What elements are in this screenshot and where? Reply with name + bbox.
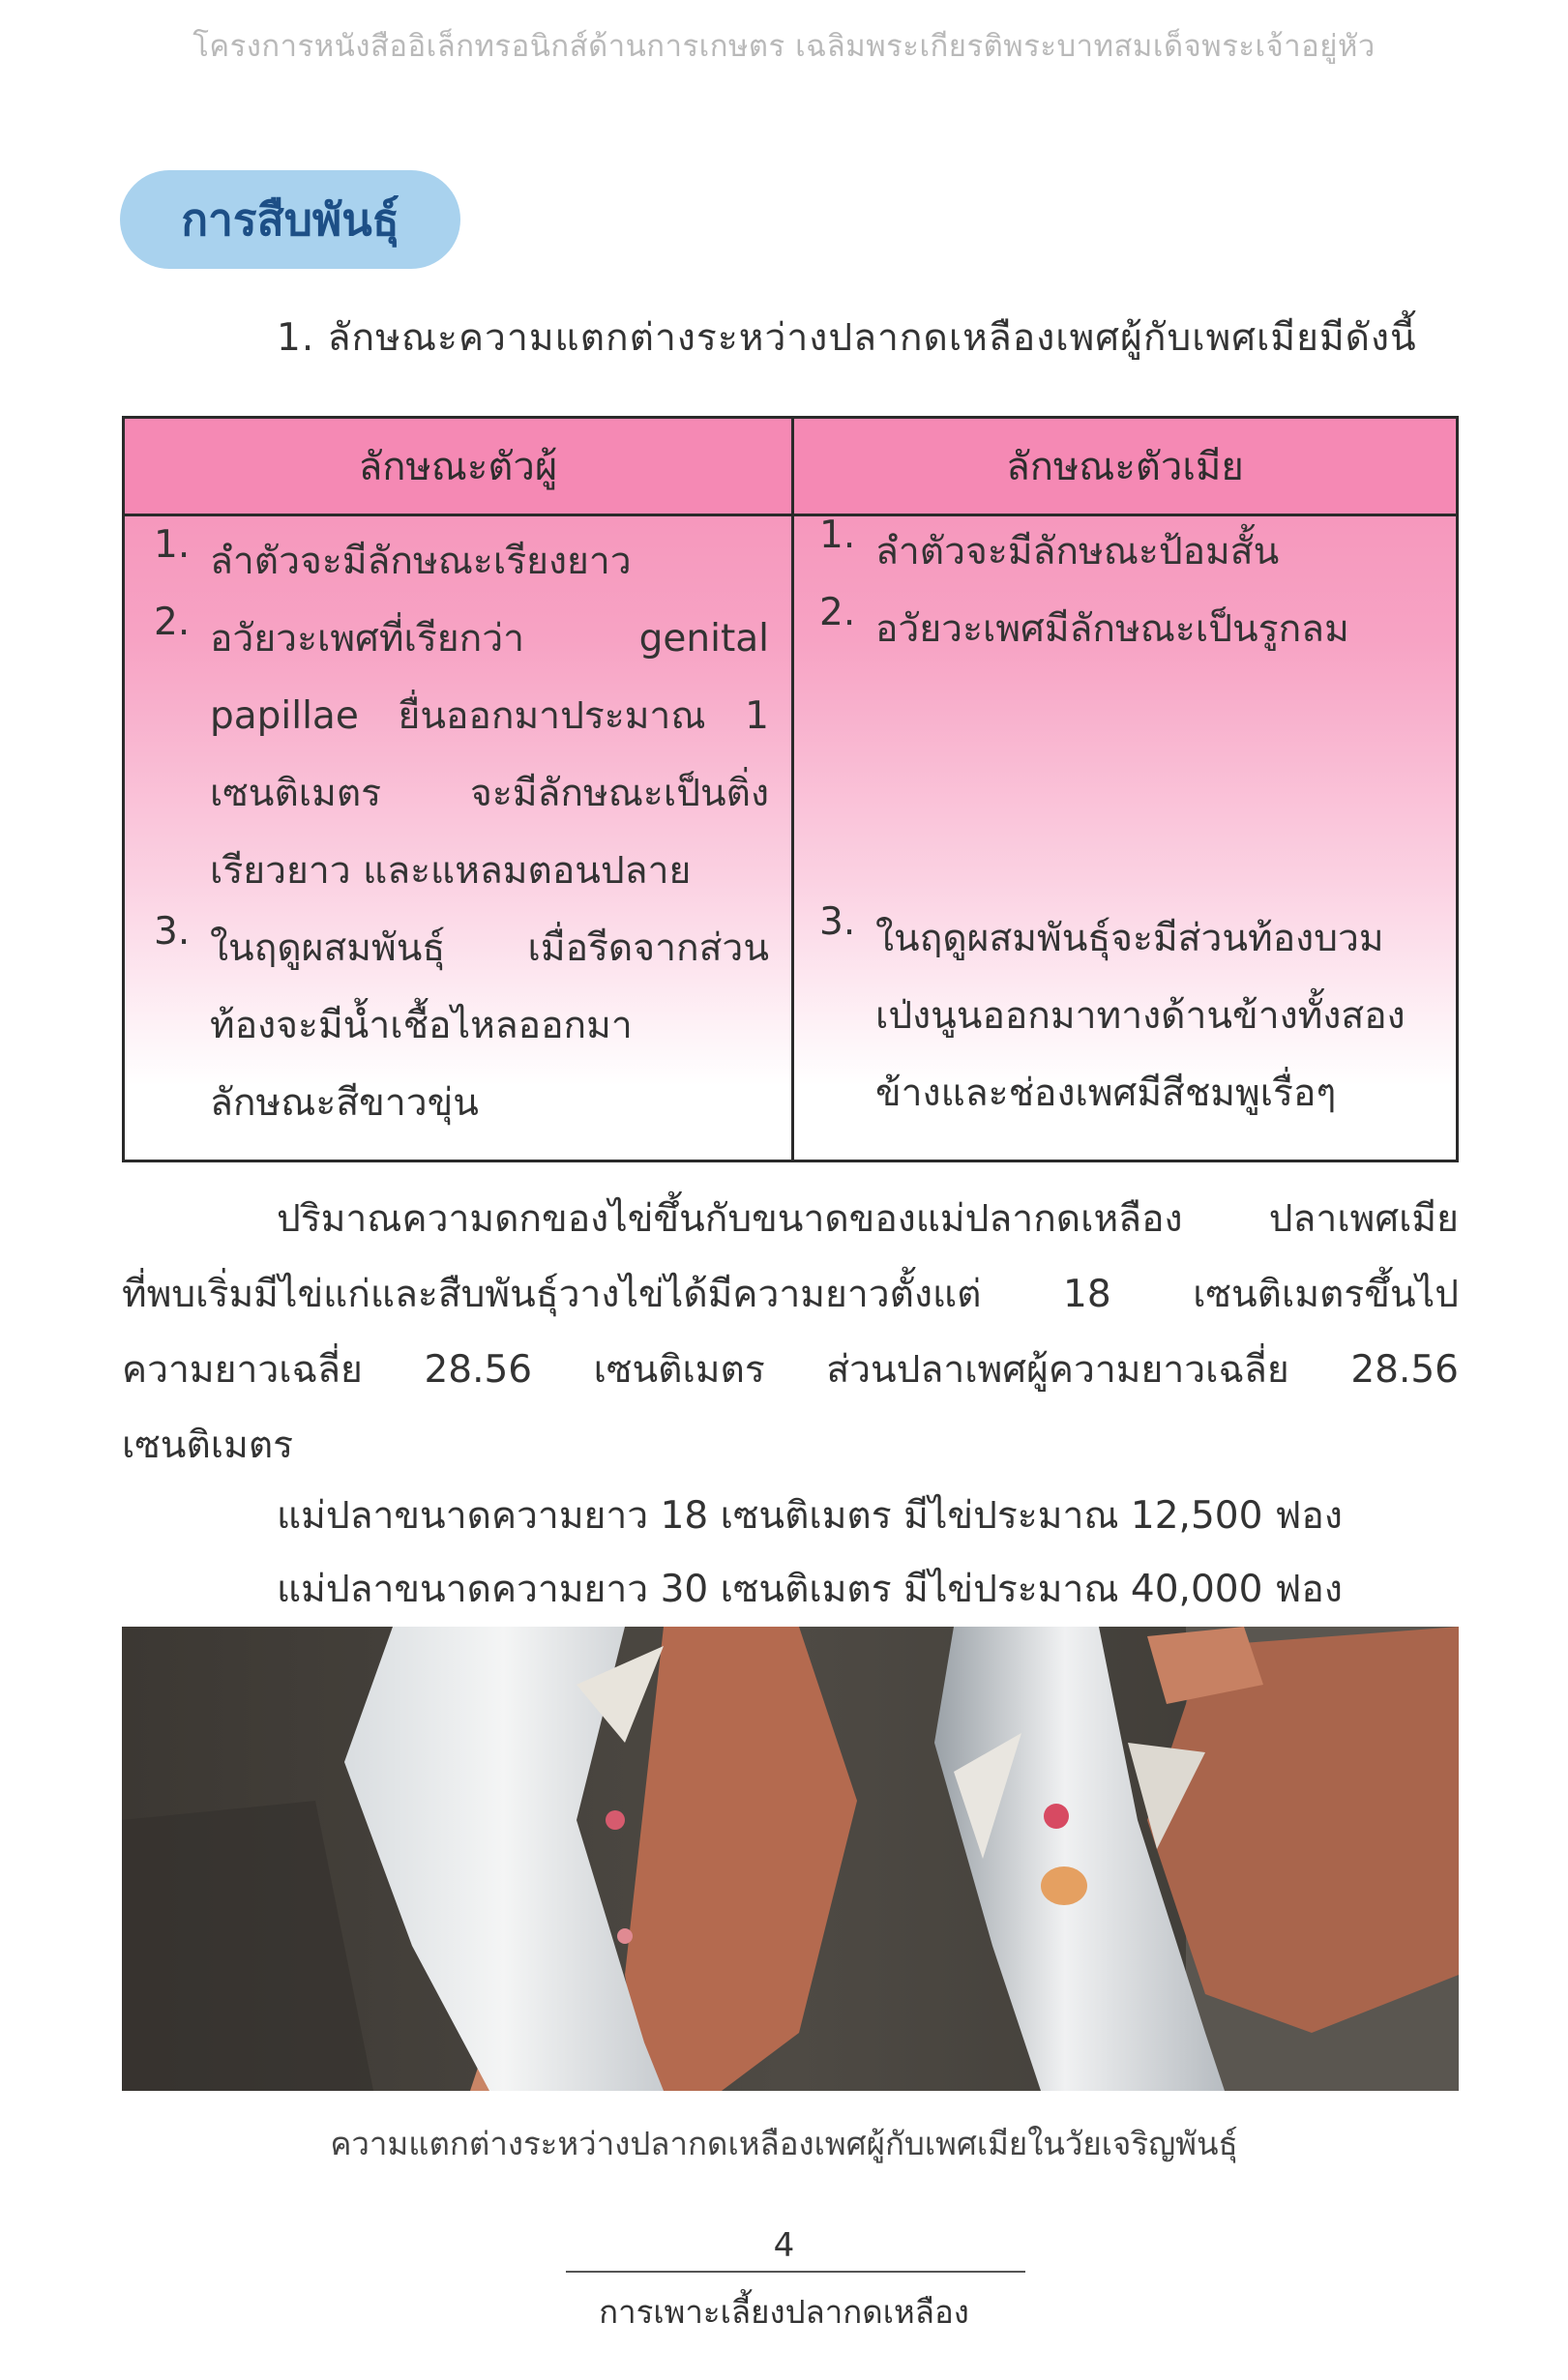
male-trait-2: 2. อวัยวะเพศที่เรียกว่า genital papillae ยื่นออกมาประมาณ 1 เซนติเมตร จะมีลักษณะเป็นติ่ง เรียวยาว และแหลมตอนปลาย (154, 601, 769, 893)
male-trait-1: 1. ลำตัวจะมีลักษณะเรียงยาว (154, 523, 632, 583)
section-title-badge (120, 170, 460, 269)
footer-divider (566, 2271, 1025, 2273)
photo-illustration (122, 1627, 1459, 2091)
project-header: โครงการหนังสืออิเล็กทรอนิกส์ด้านการเกษตร เฉลิมพระเกียรติพระบาทสมเด็จพระเจ้าอยู่หัว (192, 29, 1376, 64)
female-trait-1: 1. ลำตัวจะมีลักษณะป้อมสั้น (819, 514, 1280, 573)
book-title-footer: การเพาะเลี้ยงปลากดเหลือง (599, 2293, 969, 2331)
intro-statement: 1. ลักษณะความแตกต่างระหว่างปลากดเหลืองเพศผู้กับเพศเมียมีดังนี้ (277, 316, 1417, 360)
table-header-row (125, 419, 1456, 516)
section-title: การสืบพันธุ์ (181, 192, 399, 246)
fecundity-paragraph: ปริมาณความดกของไข่ขึ้นกับขนาดของแม่ปลากดเหลือง ปลาเพศเมีย ที่พบเริ่มมีไข่แก่และสืบพันธุ์วางไข่ได้มีความยาวตั้งแต่ 18 เซนติเมตรขึ้นไป ความยาวเฉลี่ย 28.56 เซนติเมตร ส่วนปลาเพศผู้ความยาวเฉลี่ย 28.56 เซนติเมตร (122, 1197, 1459, 1467)
header-male-traits: ลักษณะตัวผู้ (358, 445, 558, 489)
female-trait-2: 2. อวัยวะเพศมีลักษณะเป็นรูกลม (819, 591, 1349, 651)
page-number: 4 (773, 2226, 795, 2265)
catfish-sex-comparison-photo (122, 1627, 1459, 2091)
male-female-comparison-table (122, 416, 1459, 1162)
female-trait-3: 3. ในฤดูผสมพันธุ์จะมีส่วนท้องบวม เป่งนูนออกมาทางด้านข้างทั้งสอง ข้างและช่องเพศมีสีชมพูเรื่อๆ (819, 900, 1405, 1115)
egg-count-18cm: แม่ปลาขนาดความยาว 18 เซนติเมตร มีไข่ประมาณ 12,500 ฟอง (277, 1494, 1343, 1538)
header-female-traits: ลักษณะตัวเมีย (1006, 445, 1244, 489)
photo-caption: ความแตกต่างระหว่างปลากดเหลืองเพศผู้กับเพศเมียในวัยเจริญพันธุ์ (330, 2125, 1238, 2162)
egg-count-30cm: แม่ปลาขนาดความยาว 30 เซนติเมตร มีไข่ประมาณ 40,000 ฟอง (277, 1568, 1343, 1611)
column-divider (791, 419, 794, 1160)
male-trait-3: 3. ในฤดูผสมพันธุ์ เมื่อรีดจากส่วน ท้องจะมีน้ำเชื้อไหลออกมา ลักษณะสีขาวขุ่น (154, 910, 769, 1125)
